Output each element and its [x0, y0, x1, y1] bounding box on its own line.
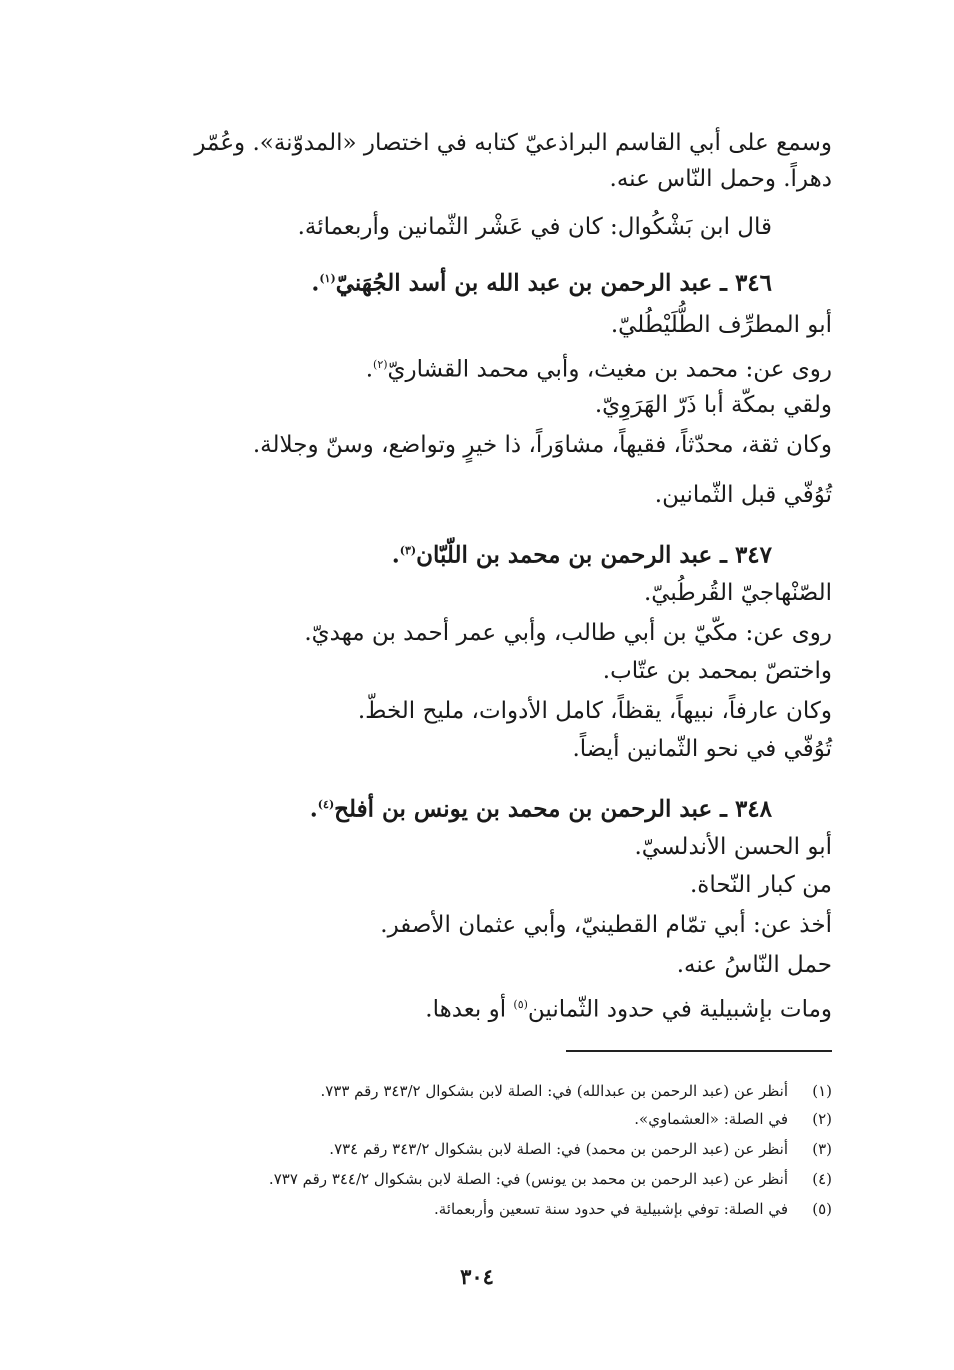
text-span: أبو الحسن الأندلسيّ.	[634, 834, 832, 860]
text-span: أبو المطرِّف الطُّلَيْطُليّ.	[610, 312, 832, 338]
footnote-3	[329, 1138, 832, 1160]
page-number: ٣٠٤	[460, 1264, 494, 1289]
footnote-ref: (٢)	[373, 358, 388, 371]
text-span: واختصّ بمحمد بن عتّاب.	[602, 658, 832, 684]
text-line	[595, 390, 832, 420]
period: .	[311, 269, 320, 297]
footnote-number: (٤)	[812, 1170, 832, 1188]
text-span: حمل النّاسُ عنه.	[676, 952, 832, 978]
entry-title: ٣٤٨ ـ عبد الرحمن بن محمد بن يونس بن أفلح	[334, 795, 772, 823]
text-line	[611, 310, 832, 340]
footnote-2	[634, 1108, 832, 1130]
text-span: دهراً. وحمل النّاس عنه.	[609, 166, 832, 192]
text-line-1	[194, 128, 832, 158]
text-span: تُوُفّي في نحو الثّمانين أيضاً.	[572, 736, 832, 762]
footnote-text: أنظر عن (عبد الرحمن بن محمد بن يونس) في: الصلة لابن بشكوال ٣٤٤/٢ رقم ٧٣٧.	[268, 1170, 788, 1188]
text-line	[644, 578, 832, 608]
text-span: روى عن: مكّيّ بن أبي طالب، وأبي عمر أحمد بن مهديّ.	[304, 620, 832, 646]
text-line	[690, 870, 832, 900]
text-span: من كبار النّحاة.	[689, 872, 832, 898]
footnote-text: أنظر عن (عبد الرحمن بن محمد) في: الصلة لابن بشكوال ٣٤٣/٢ رقم ٧٣٤.	[329, 1140, 788, 1158]
footnote-number: (٥)	[812, 1200, 832, 1218]
text-span: روى عن: محمد بن مغيث، وأبي محمد القشاريّ	[387, 356, 832, 383]
text-span: وكان ثقة، محدّثاً، فقيهاً، مشاوَراً، ذا خيرٍ وتواضع، وسنّ وجلالة.	[252, 432, 832, 458]
footnote-4	[269, 1168, 832, 1190]
period: .	[365, 356, 374, 383]
entry-347-heading	[392, 536, 772, 571]
text-line-3	[298, 212, 772, 242]
text-span: قال ابن بَشْكُوال: كان في عَشْر الثّمانين وأربعمائة.	[297, 214, 772, 240]
text-line	[366, 350, 832, 385]
text-line	[655, 480, 832, 510]
footnote-1	[320, 1080, 832, 1102]
text-span: وسمع على أبي القاسم البراذعيّ كتابه في اختصار «المدوّنة». وعُمّر	[194, 130, 832, 156]
footnote-ref: (٥)	[513, 998, 528, 1011]
text-span: وكان عارفاً، نبيهاً، يقظاً، كامل الأدوات، مليح الخطّ.	[357, 698, 832, 724]
footnote-ref: (٤)	[317, 798, 335, 811]
entry-title: ٣٤٧ ـ عبد الرحمن بن محمد بن اللّبّان	[416, 541, 772, 569]
footnote-divider	[566, 1050, 832, 1052]
text-line	[425, 990, 832, 1025]
footnote-5	[434, 1198, 832, 1220]
text-line	[380, 910, 832, 940]
text-line	[677, 950, 832, 980]
entry-348-heading	[310, 790, 772, 825]
footnote-ref: (٣)	[399, 544, 417, 557]
text-line	[358, 696, 832, 726]
footnote-number: (٣)	[812, 1140, 832, 1158]
text-span: ومات بإشبيلية في حدود الثّمانين	[527, 996, 832, 1023]
text-line	[572, 734, 832, 764]
text-line	[634, 832, 832, 862]
footnote-text: أنظر عن (عبد الرحمن بن عبدالله) في: الصلة لابن بشكوال ٣٤٣/٢ رقم ٧٣٣.	[320, 1082, 788, 1100]
text-line	[253, 430, 832, 460]
text-span: ولقي بمكّة أبا ذَرّ الهَرَوِيّ.	[594, 392, 832, 418]
period: .	[309, 795, 318, 823]
period: .	[391, 541, 400, 569]
footnote-text: في الصلة: «العشماوي».	[634, 1110, 788, 1128]
entry-title: ٣٤٦ ـ عبد الرحمن بن عبد الله بن أسد الجُهَنيّ	[335, 269, 772, 297]
footnote-text: في الصلة: توفي بإشبيلية في حدود سنة تسعين وأربعمائة.	[433, 1200, 788, 1218]
footnote-number: (٢)	[812, 1110, 832, 1128]
text-line-2	[610, 164, 832, 194]
footnote-number: (١)	[812, 1082, 832, 1100]
entry-346-heading	[311, 264, 772, 299]
text-span: أخذ عن: أبي تمّام القطينيّ، وأبي عثمان الأصفر.	[380, 912, 832, 938]
text-line	[304, 618, 832, 648]
text-line	[603, 656, 832, 686]
text-span: الصّنْهاجيّ القُرطُبيّ.	[643, 580, 832, 606]
text-span: أو بعدها.	[425, 996, 507, 1023]
footnote-ref: (١)	[319, 272, 336, 285]
text-span: تُوُفّي قبل الثّمانين.	[654, 482, 832, 508]
